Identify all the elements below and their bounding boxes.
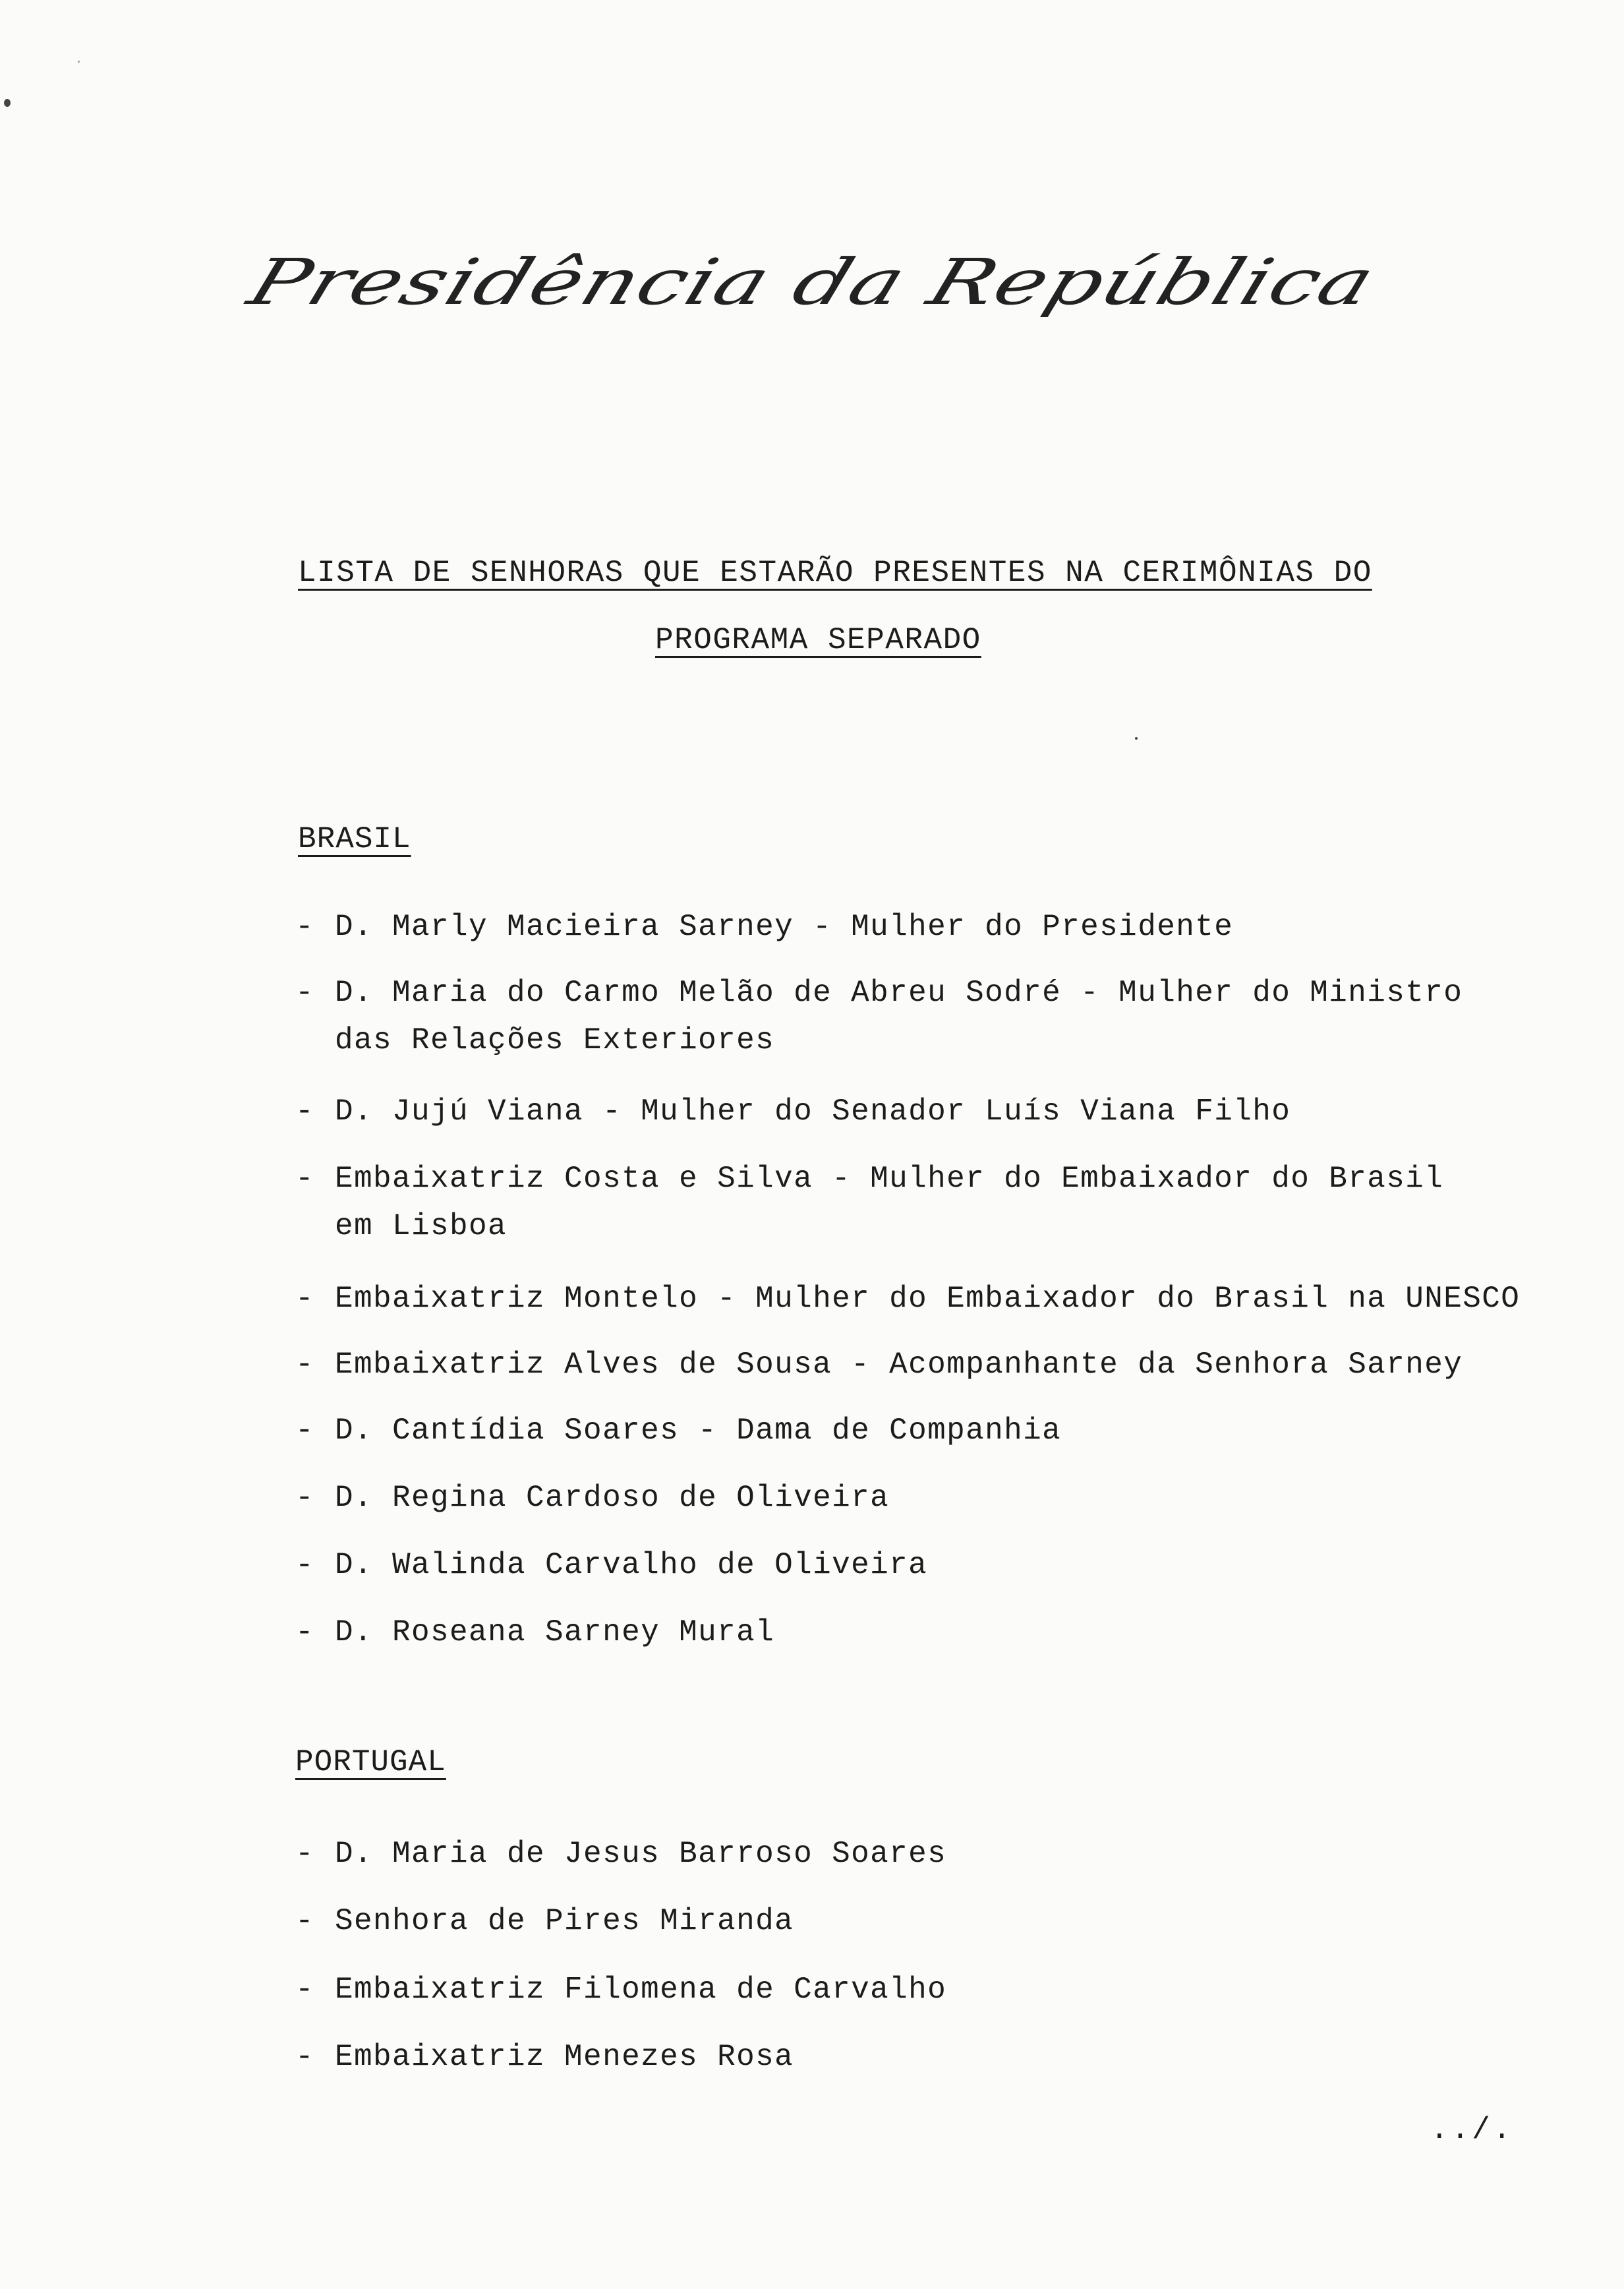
list-item-text: Embaixatriz Alves de Sousa - Acompanhante da Senhora Sarney	[335, 1348, 1463, 1382]
list-item-text: D. Walinda Carvalho de Oliveira	[335, 1548, 928, 1582]
scan-speck	[4, 99, 11, 107]
list-item-text: Embaixatriz Montelo - Mulher do Embaixador do Brasil na UNESCO	[335, 1282, 1521, 1316]
list-item-text: Embaixatriz Menezes Rosa	[335, 2040, 794, 2074]
list-dash: -	[295, 1162, 315, 1196]
list-item-text: Senhora de Pires Miranda	[335, 1904, 794, 1938]
scan-speck	[1135, 737, 1138, 740]
list-item-text: D. Cantídia Soares - Dama de Companhia	[335, 1413, 1062, 1448]
section-heading-portugal: PORTUGAL	[295, 1745, 446, 1779]
list-dash: -	[295, 1615, 315, 1650]
document-title-line-2: PROGRAMA SEPARADO	[655, 623, 981, 657]
list-dash: -	[295, 1481, 315, 1515]
list-item-text: D. Marly Macieira Sarney - Mulher do Presidente	[335, 910, 1234, 944]
list-dash: -	[295, 1837, 315, 1871]
list-dash: -	[295, 1973, 315, 2007]
list-dash: -	[295, 1413, 315, 1448]
list-item-text: D. Roseana Sarney Mural	[335, 1615, 775, 1650]
list-item-text: D. Maria do Carmo Melão de Abreu Sodré - Mulher do Ministro das Relações Exteriores	[335, 976, 1463, 1057]
list-dash: -	[295, 1094, 315, 1129]
list-dash: -	[295, 1282, 315, 1316]
list-dash: -	[295, 976, 315, 1010]
list-item-text: Embaixatriz Costa e Silva - Mulher do Embaixador do Brasil em Lisboa	[335, 1162, 1444, 1243]
scan-speck	[78, 61, 80, 63]
list-item-text: Embaixatriz Filomena de Carvalho	[335, 1973, 947, 2007]
list-dash: -	[295, 1348, 315, 1382]
list-dash: -	[295, 2040, 315, 2074]
document-title-line-1: LISTA DE SENHORAS QUE ESTARÃO PRESENTES NA CERIMÔNIAS DO	[298, 556, 1372, 590]
section-heading-brasil: BRASIL	[298, 822, 411, 856]
list-item-text: D. Regina Cardoso de Oliveira	[335, 1481, 890, 1515]
list-dash: -	[295, 910, 315, 944]
list-item-text: D. Jujú Viana - Mulher do Senador Luís Viana Filho	[335, 1094, 1291, 1129]
list-dash: -	[295, 1548, 315, 1582]
list-dash: -	[295, 1904, 315, 1938]
continuation-mark: ../.	[1430, 2113, 1514, 2147]
letterhead-script: Presidência da República	[239, 245, 1385, 319]
list-item-text: D. Maria de Jesus Barroso Soares	[335, 1837, 947, 1871]
